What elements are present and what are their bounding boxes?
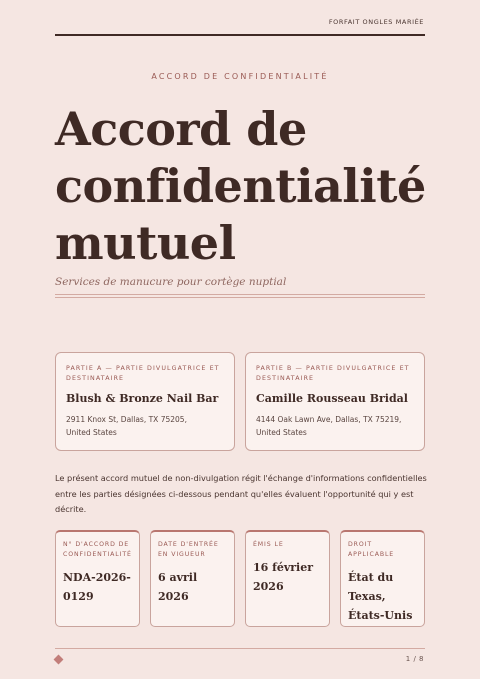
document-eyebrow: ACCORD DE CONFIDENTIALITÉ — [151, 72, 329, 81]
party-role: PARTIE A — PARTIE DIVULGATRICE ET DESTINATAIRE — [66, 365, 220, 382]
subtitle-divider-top — [55, 294, 425, 295]
footer-divider — [55, 648, 425, 649]
meta-label: DATE D'ENTRÉE EN VIGUEUR — [158, 541, 219, 558]
meta-card-issued-date — [245, 530, 330, 627]
document-subtitle: Services de manucure pour cortège nuptial — [55, 276, 287, 288]
party-address-line2: United States — [256, 428, 307, 437]
meta-card-nda-number — [55, 530, 140, 627]
diamond-icon — [54, 655, 64, 665]
party-role: PARTIE B — PARTIE DIVULGATRICE ET DESTINATAIRE — [256, 365, 410, 382]
subtitle-divider-bottom — [55, 297, 425, 298]
page-number: 1 / 8 — [405, 655, 424, 663]
party-b-card — [245, 352, 425, 451]
meta-label: DROIT APPLICABLE — [348, 541, 395, 558]
party-name: Camille Rousseau Bridal — [256, 392, 408, 405]
header-brand: FORFAIT ONGLES MARIÉE — [328, 18, 424, 26]
meta-value: 16 février 2026 — [253, 561, 314, 593]
party-address-line1: 4144 Oak Lawn Ave, Dallas, TX 75219, — [256, 415, 402, 424]
party-address-line2: United States — [66, 428, 117, 437]
document-title: Accord de confidentialité mutuel — [55, 102, 426, 270]
header-divider — [55, 34, 425, 36]
meta-card-effective-date — [150, 530, 235, 627]
meta-value: 6 avril 2026 — [158, 571, 198, 603]
party-address — [256, 413, 414, 439]
intro-paragraph: Le présent accord mutuel de non-divulgation régit l'échange d'informations confidentielles entre les parties désignées ci-dessous pendant qu'elles évaluent l'opportunité qui y est décrite. — [55, 473, 427, 514]
party-name: Blush & Bronze Nail Bar — [66, 392, 219, 405]
meta-card-governing-law — [340, 530, 425, 627]
party-a-card — [55, 352, 235, 451]
meta-label: ÉMIS LE — [253, 541, 284, 548]
meta-label: N° D'ACCORD DE CONFIDENTIALITÉ — [63, 541, 132, 558]
meta-value: État du Texas, États-Unis — [348, 571, 413, 622]
meta-value: NDA-2026-0129 — [63, 571, 131, 603]
party-address-line1: 2911 Knox St, Dallas, TX 75205, — [66, 415, 187, 424]
party-address — [66, 413, 224, 439]
